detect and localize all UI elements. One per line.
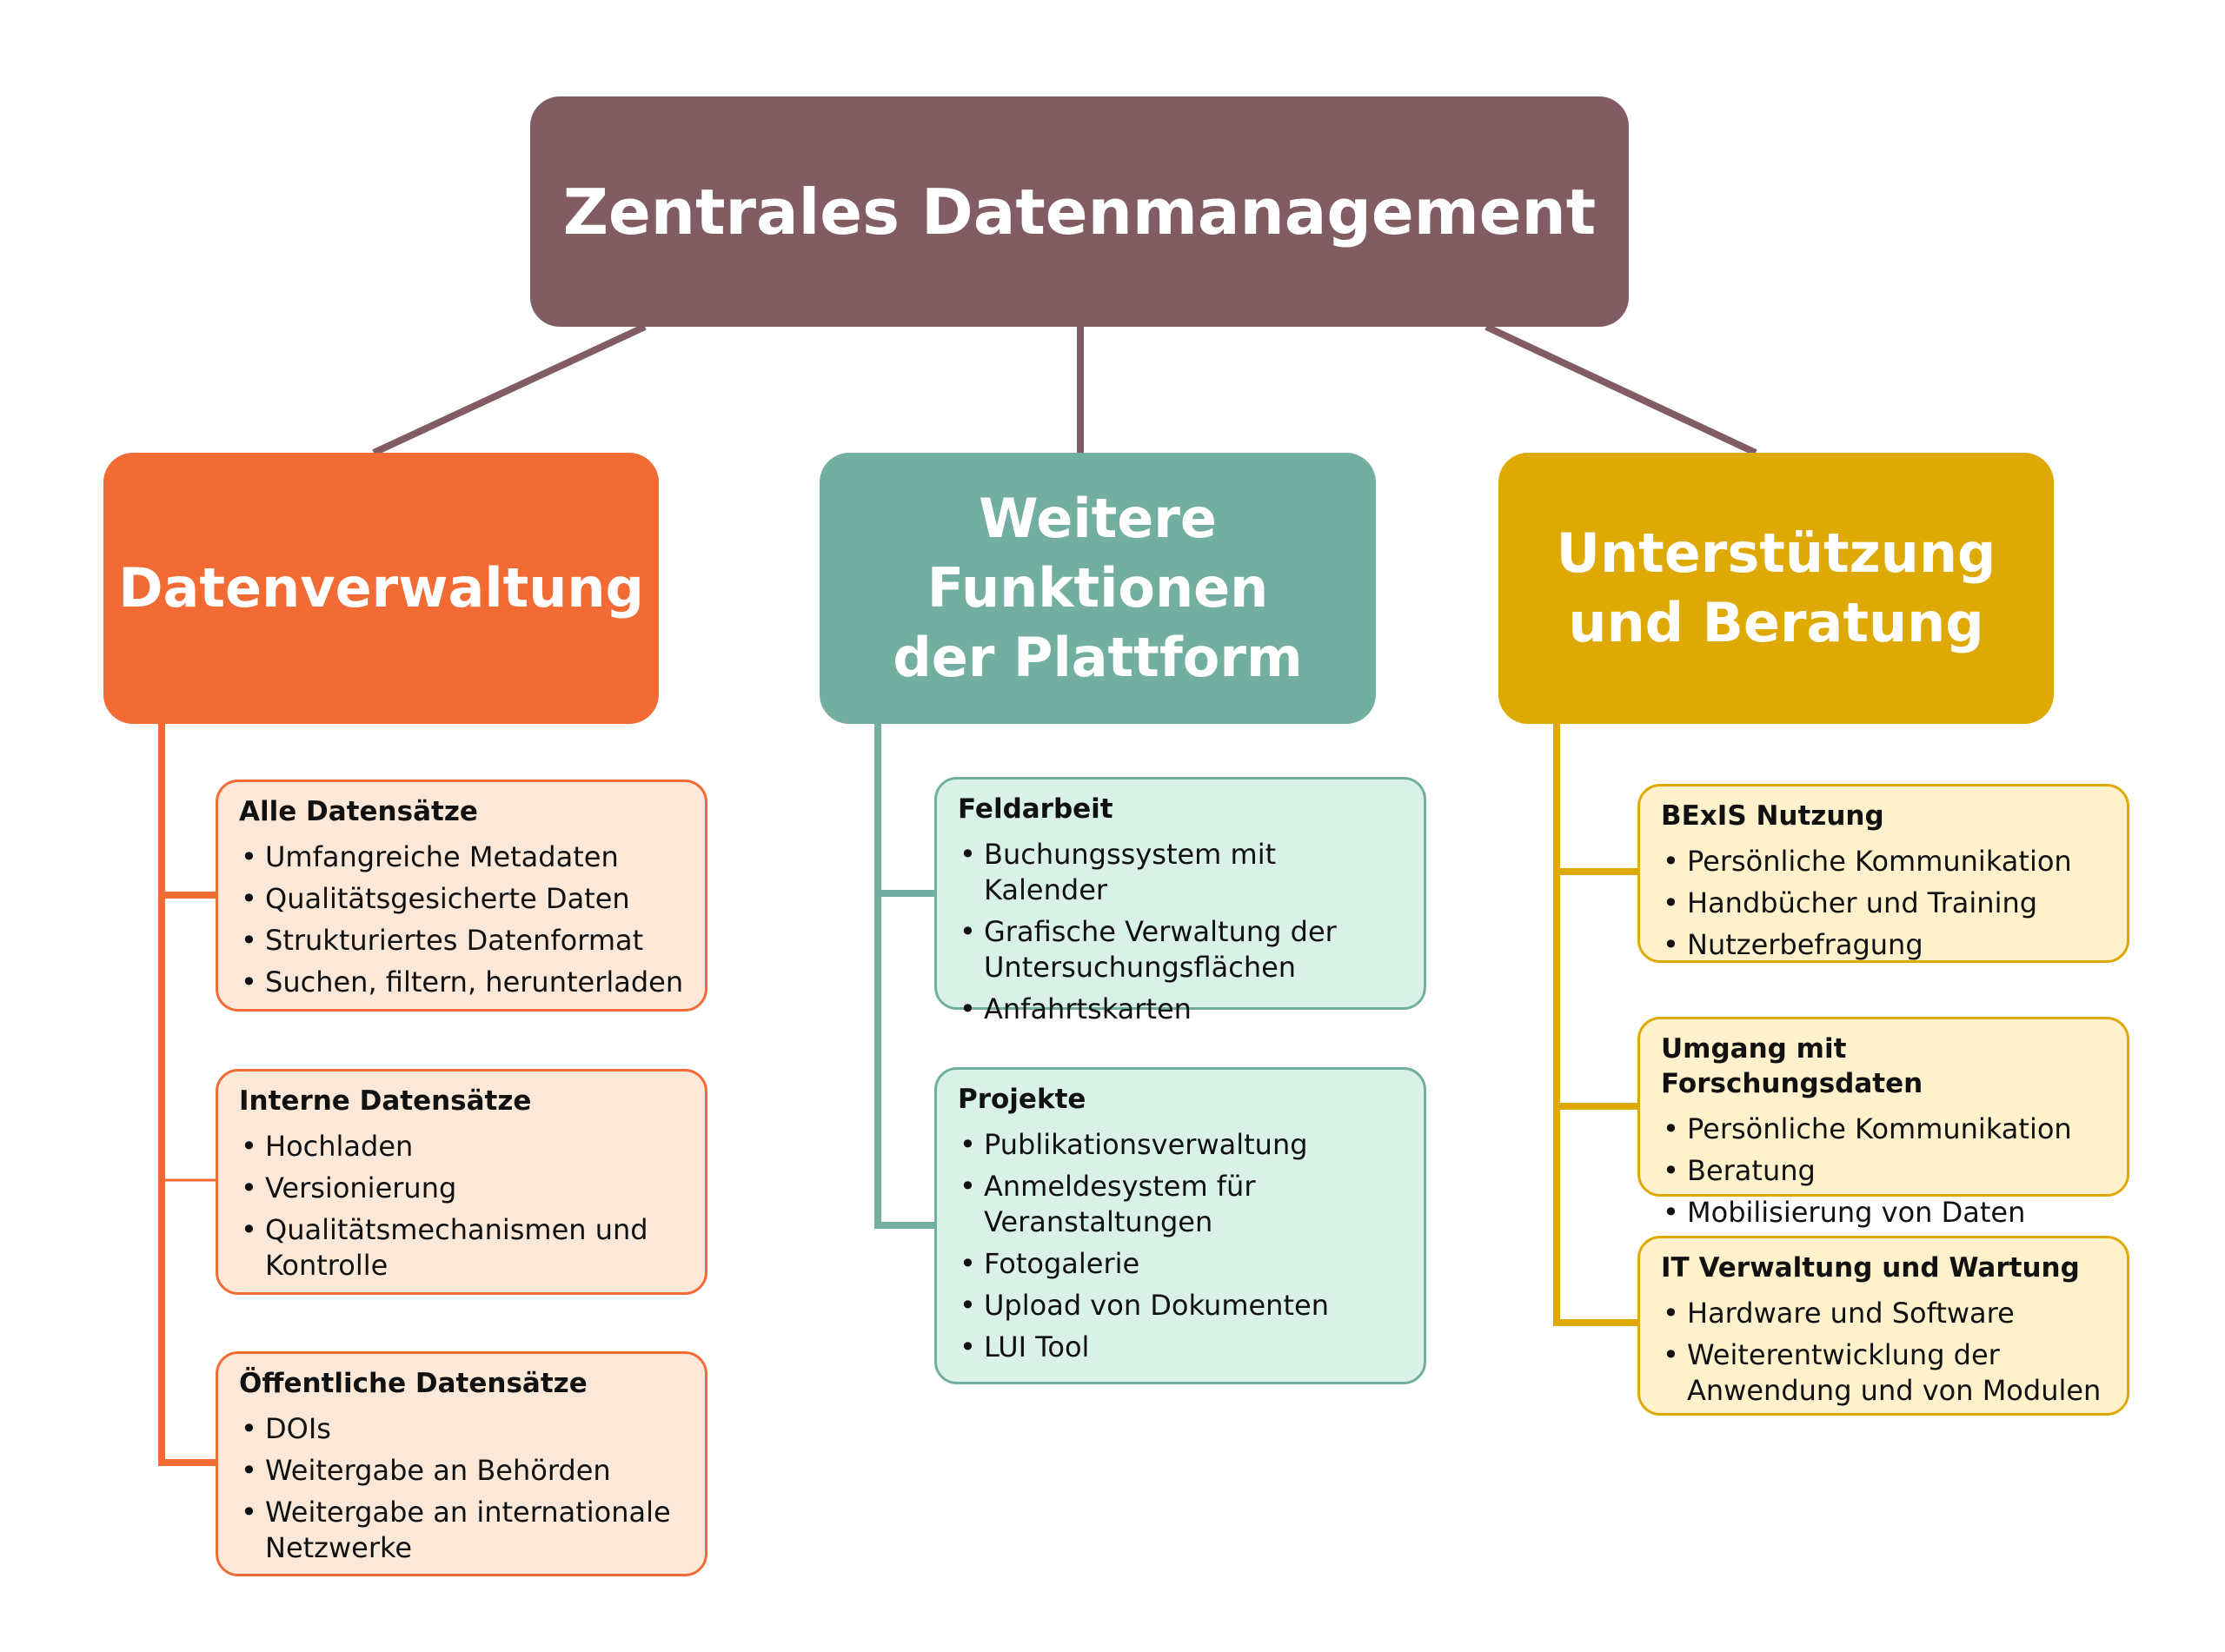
panel-list	[239, 1411, 684, 1566]
list-item: • Persönliche Kommunikation	[1663, 845, 2072, 878]
list-item: • Beratung	[1663, 1154, 1816, 1187]
list-item: • Buchungssystem mit Kalender	[960, 838, 1277, 906]
connector-unterstuetzung-spine	[1557, 724, 1637, 1323]
panel-title: Interne Datensätze	[239, 1085, 532, 1117]
list-item: • Mobilisierung von Daten	[1663, 1196, 2026, 1229]
list-item: • Hochladen	[241, 1130, 414, 1163]
panel-it-verwaltung	[1637, 1236, 2129, 1416]
root-node	[530, 96, 1629, 327]
category-label: Unterstützung und Beratung	[1556, 521, 1996, 654]
panel-interne-datensaetze	[216, 1069, 707, 1295]
category-weitere-funktionen	[820, 453, 1376, 724]
panel-title: Umgang mit Forschungsdaten	[1661, 1033, 1923, 1099]
list-item: • Publikationsverwaltung	[960, 1128, 1308, 1161]
category-unterstuetzung	[1498, 453, 2054, 724]
list-item: • Versionierung	[241, 1171, 457, 1204]
panel-list	[1661, 1296, 2106, 1409]
list-item: • Handbücher und Training	[1663, 886, 2038, 919]
panel-list	[1661, 844, 2106, 963]
list-item: • Persönliche Kommunikation	[1663, 1112, 2072, 1145]
connector-root-unterstuetzung	[1486, 327, 1756, 453]
panel-umgang-forschungsdaten	[1637, 1017, 2129, 1229]
panel-feldarbeit	[934, 777, 1426, 1025]
panel-title: IT Verwaltung und Wartung	[1661, 1252, 2080, 1284]
panel-bexis-nutzung	[1637, 784, 2129, 963]
list-item: • Nutzerbefragung	[1663, 928, 1923, 961]
list-item: • Umfangreiche Metadaten	[241, 840, 619, 873]
list-item: • Qualitätsgesicherte Daten	[241, 882, 630, 915]
list-item: • Qualitätsmechanismen und Kontrolle	[241, 1213, 648, 1282]
panel-title: BExIS Nutzung	[1661, 800, 1884, 832]
list-item: • Weiterentwicklung der Anwendung und von Modulen	[1663, 1338, 2102, 1407]
list-item: • Grafische Verwaltung der Untersuchungsflächen	[960, 915, 1337, 984]
panel-list	[239, 1129, 684, 1284]
connector-root-datenverwaltung	[374, 327, 645, 453]
panel-list	[1661, 1111, 2106, 1231]
list-item: • Upload von Dokumenten	[960, 1289, 1329, 1322]
list-item: • Weitergabe an Behörden	[241, 1454, 611, 1487]
list-item: • LUI Tool	[960, 1330, 1090, 1363]
category-label: Weitere Funktionen der Plattform	[893, 487, 1303, 689]
panel-list	[958, 1127, 1403, 1365]
list-item: • Fotogalerie	[960, 1247, 1140, 1280]
list-item: • Hardware und Software	[1663, 1297, 2015, 1330]
panel-title: Feldarbeit	[958, 793, 1113, 825]
connector-datenverwaltung-spine	[162, 724, 216, 1463]
list-item: • Suchen, filtern, herunterladen	[241, 965, 684, 998]
panel-title: Öffentliche Datensätze	[239, 1368, 588, 1399]
list-item: • Strukturiertes Datenformat	[241, 924, 644, 957]
list-item: • DOIs	[241, 1412, 331, 1445]
diagram-title: Zentrales Datenmanagement	[562, 175, 1597, 249]
connector-weitere-funktionen-spine	[878, 724, 934, 1225]
panel-list	[958, 837, 1403, 1027]
panel-oeffentliche-datensaetze	[216, 1351, 707, 1576]
panel-list	[239, 839, 684, 1000]
list-item: • Weitergabe an internationale Netzwerke	[241, 1496, 671, 1564]
category-datenverwaltung	[103, 453, 659, 724]
panel-title: Projekte	[958, 1084, 1086, 1115]
panel-alle-datensaetze	[216, 780, 707, 1012]
panel-projekte	[934, 1067, 1426, 1384]
category-label: Datenverwaltung	[118, 556, 644, 620]
panel-title: Alle Datensätze	[239, 796, 478, 827]
list-item: • Anfahrtskarten	[960, 992, 1192, 1025]
list-item: • Anmeldesystem für Veranstaltungen	[960, 1170, 1256, 1238]
